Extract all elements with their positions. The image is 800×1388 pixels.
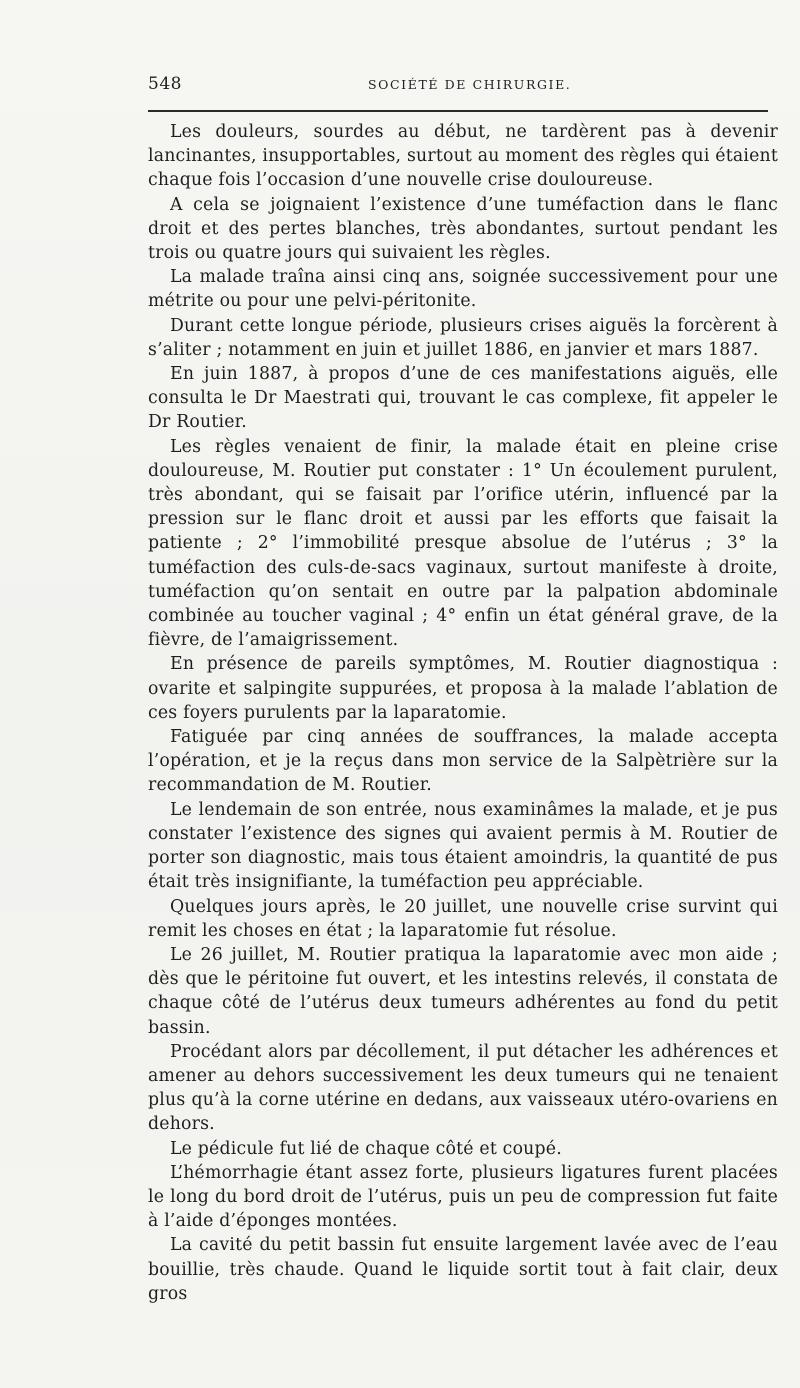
paragraph: Fatiguée par cinq années de souffrances, la malade accepta l’opération, et je la reçus dans mon service de la Salpètrière sur la recommandation de M. Routier. bbox=[148, 727, 778, 796]
page-number: 548 bbox=[148, 74, 182, 94]
paragraph: Les douleurs, sourdes au début, ne tardèrent pas à devenir lancinantes, insupportables, surtout au moment des règles qui étaient chaque fois l’occasion d’une nouvelle crise douloureuse. bbox=[148, 122, 778, 191]
paragraph: En présence de pareils symptômes, M. Routier diagnostiqua : ovarite et salpingite suppurées, et proposa à la malade l’ablation de ces foyers purulents par la laparatomie. bbox=[148, 654, 778, 723]
paragraph: La malade traîna ainsi cinq ans, soignée successivement pour une métrite ou pour une pelvi-péritonite. bbox=[148, 267, 778, 312]
header-rule bbox=[148, 110, 768, 112]
body-text bbox=[148, 120, 778, 1306]
paragraph: Quelques jours après, le 20 juillet, une nouvelle crise survint qui remit les choses en état ; la laparatomie fut résolue. bbox=[148, 896, 778, 941]
paragraph: Les règles venaient de finir, la malade était en pleine crise douloureuse, M. Routier put constater : 1° Un écoulement purulent, très abondant, qui se faisait par l’orifice utérin, influencé par la pression sur le flanc droit et aussi par les efforts que faisait la patiente ; 2° l’immobilité presque absolue de l’utérus ; 3° la tuméfaction des culs-de-sacs vaginaux, surtout manifeste à droite, tuméfaction qu’on sentait en outre par la palpation abdominale combinée au toucher vaginal ; 4° enfin un état général grave, de la fièvre, de l’amaigrissement. bbox=[148, 436, 778, 651]
paragraph: En juin 1887, à propos d’une de ces manifestations aiguës, elle consulta le Dr Maestrati qui, trouvant le cas complexe, fit appeler le Dr Routier. bbox=[148, 364, 778, 433]
paragraph: L’hémorrhagie étant assez forte, plusieurs ligatures furent placées le long du bord droit de l’utérus, puis un peu de compression fut faite à l’aide d’éponges montées. bbox=[148, 1162, 778, 1232]
running-title: SOCIÉTÉ DE CHIRURGIE. bbox=[368, 77, 572, 92]
paragraph: La cavité du petit bassin fut ensuite largement lavée avec de l’eau bouillie, très chaude. Quand le liquide sortit tout à fait clair, deux gros bbox=[148, 1235, 778, 1304]
paragraph: Procédant alors par décollement, il put détacher les adhérences et amener au dehors successivement les deux tumeurs qui ne tenaient plus qu’à la corne utérine en dedans, aux vaisseaux utéro-ovariens en dehors. bbox=[148, 1041, 778, 1135]
paragraph: A cela se joignaient l’existence d’une tuméfaction dans le flanc droit et des pertes blanches, très abondantes, surtout pendant les trois ou quatre jours qui suivaient les règles. bbox=[148, 194, 778, 264]
page-header bbox=[148, 74, 768, 104]
paragraph: Le pédicule fut lié de chaque côté et coupé. bbox=[170, 1138, 562, 1159]
paragraph: Durant cette longue période, plusieurs crises aiguës la forcèrent à s’aliter ; notamment en juin et juillet 1886, en janvier et mars 1887. bbox=[148, 315, 778, 360]
paragraph: Le 26 juillet, M. Routier pratiqua la laparatomie avec mon aide ; dès que le péritoine fut ouvert, et les intestins relevés, il constata de chaque côté de l’utérus deux tumeurs adhérentes au fond du petit bassin. bbox=[148, 944, 778, 1038]
paragraph: Le lendemain de son entrée, nous examinâmes la malade, et je pus constater l’existence des signes qui avaient permis à M. Routier de porter son diagnostic, mais tous étaient amoindris, la quantité de pus était très insignifiante, la tuméfaction peu appréciable. bbox=[148, 799, 778, 893]
